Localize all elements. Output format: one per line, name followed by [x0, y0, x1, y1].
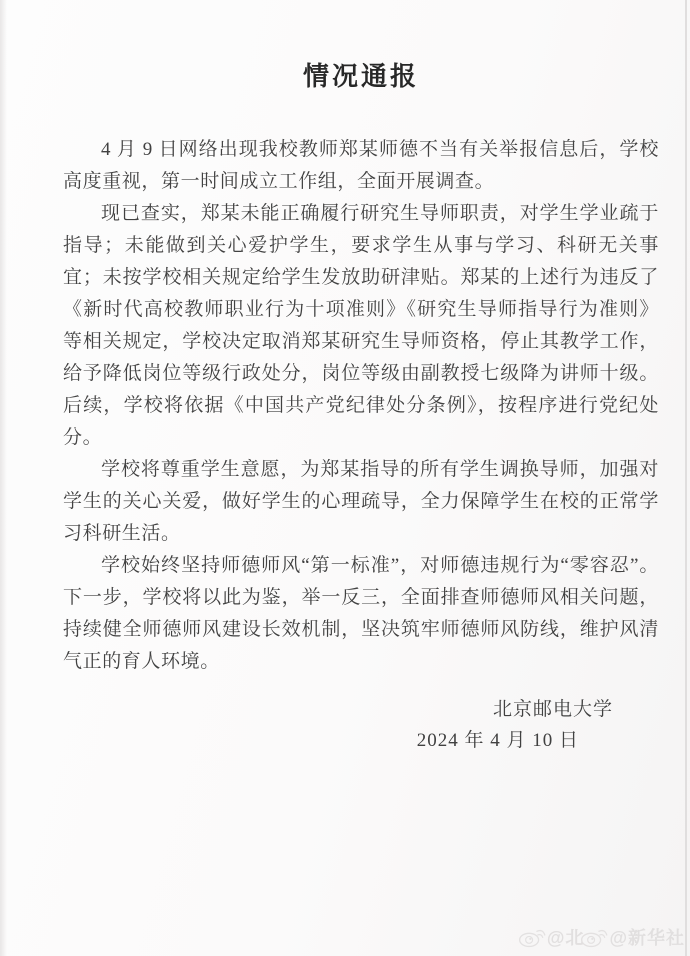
signature-block — [63, 694, 659, 756]
document-title: 情况通报 — [302, 62, 419, 91]
document-body — [63, 134, 659, 678]
paragraph-future-measures: 学校始终坚持师德师风“第一标准”，对师德违规行为“零容忍”。下一步，学校将以此为鉴，举一反三，全面排查师德师风相关问题，持续健全师德师风建设长效机制，坚决筑牢师德师风防线，维护风清气正的育人环境。 — [63, 555, 659, 672]
paragraph-student-support: 学校将尊重学生意愿，为郑某指导的所有学生调换导师，加强对学生的关心关爱，做好学生的心理疏导，全力保障学生在校的正常学习科研生活。 — [63, 459, 659, 544]
weibo-icon — [580, 925, 608, 949]
scan-left-edge-shadow — [0, 0, 7, 956]
signature-organization: 北京邮电大学 — [492, 699, 613, 720]
weibo-watermark — [518, 924, 685, 950]
signature-date: 2024 年 4 月 10 日 — [416, 730, 579, 751]
document-content — [63, 0, 659, 756]
paragraph-investigation-start: 4 月 9 日网络出现我校教师郑某师德不当有关举报信息后，学校高度重视，第一时间成立工作组，全面开展调查。 — [63, 139, 659, 192]
scan-right-edge-line — [685, 0, 687, 956]
watermark-handle-xinhua: @新华社 — [609, 928, 685, 948]
paragraph-findings-and-penalties: 现已查实，郑某未能正确履行研究生导师职责，对学生学业疏于指导；未能做到关心爱护学生，要求学生从事与学习、科研无关事宜；未按学校相关规定给学生发放助研津贴。郑某的上述行为违反了《新时代高校教师职业行为十项准则》《研究生导师指导行为准则》等相关规定，学校决定取消郑某研究生导师资格，停止其教学工作，给予降低岗位等级行政处分，岗位等级由副教授七级降为讲师十级。后续，学校将依据《中国共产党纪律处分条例》，按程序进行党纪处分。 — [63, 203, 659, 448]
weibo-icon — [518, 925, 546, 949]
watermark-handle-partial: @北 — [546, 928, 585, 948]
